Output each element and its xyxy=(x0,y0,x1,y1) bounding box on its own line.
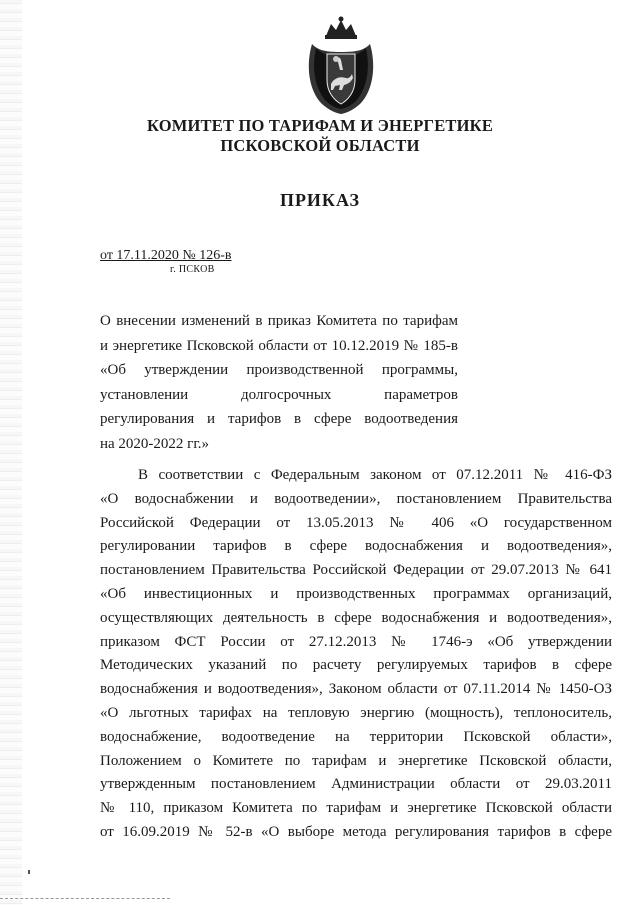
body-paragraph xyxy=(100,464,612,845)
document-type: ПРИКАЗ xyxy=(279,190,361,210)
subject-line: «Об утверждении производственной программы, xyxy=(100,362,458,378)
org-name-line-2: ПСКОВСКОЙ ОБЛАСТИ xyxy=(220,136,420,155)
bottom-edge-rule xyxy=(0,898,170,900)
body-line: В соответствии с Федеральным законом от 07.12.2011 № 416-ФЗ xyxy=(138,467,612,483)
body-line: Российской Федерации от 13.05.2013 № 406 «О государственном xyxy=(100,514,612,531)
body-line: приказом ФСТ России от 27.12.2013 № 1746-э «Об утверждении xyxy=(100,633,612,650)
body-line: водоснабжение, водоотведение на территории Псковской области», xyxy=(100,728,612,745)
org-name-line-1: КОМИТЕТ ПО ТАРИФАМ И ЭНЕРГЕТИКЕ xyxy=(146,116,494,135)
body-line: № 110, приказом Комитета по тарифам и энергетике Псковской области xyxy=(100,800,612,817)
body-line: Положением о Комитете по тарифам и энергетике Псковской области, xyxy=(100,752,612,769)
scan-mark xyxy=(28,870,30,874)
subject-line: регулирования и тарифов в сфере водоотведения xyxy=(100,411,458,427)
body-line: водоснабжения и водоотведения», Законом области от 07.11.2014 № 1450-ОЗ xyxy=(100,681,612,698)
body-line: утвержденным постановлением Администрации области от 29.03.2011 xyxy=(100,776,612,793)
body-line: Методических указаний по расчету регулируемых тарифов в сфере xyxy=(100,657,612,674)
body-line: регулировании тарифов в сфере водоснабжения и водоотведения», xyxy=(100,538,612,555)
body-line: «Об инвестиционных и производственных программах организаций, xyxy=(100,585,612,602)
subject-line: и энергетике Псковской области от 10.12.2019 № 185-в xyxy=(100,337,458,354)
coat-of-arms-icon xyxy=(298,14,384,116)
subject-block xyxy=(100,309,458,456)
subject-line: О внесении изменений в приказ Комитета по тарифам xyxy=(100,313,458,329)
city: г. ПСКОВ xyxy=(170,264,215,275)
date-number: от 17.11.2020 № 126-в xyxy=(100,248,232,263)
subject-line: на 2020-2022 гг.» xyxy=(100,435,210,452)
body-line: осуществляющих деятельность в сфере водоснабжения и водоотведения», xyxy=(100,609,612,626)
body-line: «О водоснабжении и водоотведении», постановлением Правительства xyxy=(100,490,612,507)
body-line: постановлением Правительства Российской Федерации от 29.07.2013 № 641 xyxy=(100,562,612,579)
body-line: «О льготных тарифах на тепловую энергию (мощность), теплоноситель, xyxy=(100,704,612,721)
subject-line: установлении долгосрочных параметров xyxy=(100,386,458,403)
body-line: от 16.09.2019 № 52-в «О выборе метода регулирования тарифов в сфере xyxy=(100,823,612,840)
